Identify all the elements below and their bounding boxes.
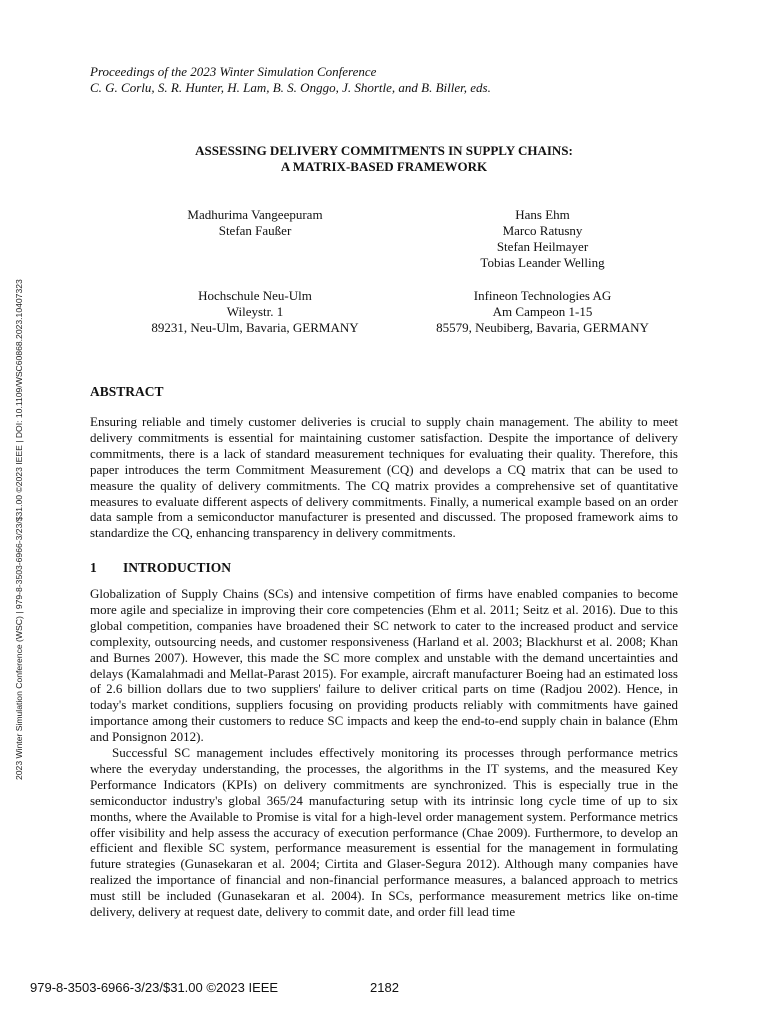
author-name: Tobias Leander Welling — [480, 255, 605, 270]
paper-title — [0, 143, 768, 175]
editors-line: C. G. Corlu, S. R. Hunter, H. Lam, B. S. Onggo, J. Shortle, and B. Biller, eds. — [90, 80, 491, 95]
author-name: Stefan Faußer — [218, 223, 292, 238]
introduction-heading — [90, 560, 231, 576]
author-name: Stefan Heilmayer — [496, 239, 589, 254]
affiliation-line: Am Campeon 1-15 — [492, 304, 593, 319]
author-name: Marco Ratusny — [502, 223, 583, 238]
introduction-paragraph-1: Globalization of Supply Chains (SCs) and intensive competition of firms have enabled companies to become more agile and specialize in improving their core competencies (Ehm et al. 2011; Seitz et al. 2016). Due to this global competition, companies have broadened their SC network to cater to the increased product and service complexity, outsourcing needs, and customer responsiveness (Harland et al. 2003; Blackhurst et al. 2008; Khan and Burnes 2007). However, this made the SC more complex and unstable with the demand uncertainties and delays (Kamalahmadi and Mellat-Parast 2015). For example, aircraft manufacturer Boeing had an estimated loss of 2.6 billion dollars due to two suppliers' failure to deliver critical parts on time (Radjou 2002). Hence, in today's market conditions, suppliers focusing on providing products reliably with commitments have gained importance among their customers to reduce SC impacts and keep the end-to-end supply chain in balance (Ehm and Ponsignon 2012). — [90, 586, 678, 745]
affiliation-line: Hochschule Neu-Ulm — [198, 288, 312, 303]
proceedings-title: Proceedings of the 2023 Winter Simulation Conference — [90, 64, 377, 79]
introduction-paragraph-2: Successful SC management includes effectively monitoring its processes through performance metrics where the everyday understanding, the processes, the algorithms in the IT systems, and the measured Key Performance Indicators (KPIs) on delivery commitments are synchronized. This is especially true in the semiconductor industry's global 365/24 manufacturing setup with its intrinsic long cycle time of up to six months, where the Available to Promise is vital for a high-level order management system. Performance metrics offer visibility and help assess the accuracy of execution performance (Chae 2009). Furthermore, to develop an efficient and flexible SC system, performance measurement is essential for the management in formulating future strategies (Gunasekaran et al. 2004; Cirtita and Glaser-Segura 2012). Although many companies have realized the importance of financial and non-financial performance measures, a balanced approach to metrics must still be included (Gunasekaran et al. 2004). In SCs, performance measurement metrics like on-time delivery, delivery at request date, delivery to commit date, and order fill lead time — [90, 745, 678, 920]
author-name: Madhurima Vangeepuram — [187, 207, 323, 222]
affiliation-line: 85579, Neubiberg, Bavaria, GERMANY — [436, 320, 649, 335]
abstract-text: Ensuring reliable and timely customer deliveries is crucial to supply chain management. The ability to meet delivery commitments is essential for maintaining customer satisfaction. Despite the importance of delivery commitments, there is a lack of standard measurement techniques for evaluating their quality. Therefore, this paper introduces the term Commitment Measurement (CQ) and develops a CQ matrix that can be used to measure the quality of delivery commitments. The CQ matrix provides a comprehensive set of quantitative measures to evaluate different aspects of delivery commitments. Finally, a numerical example based on an order data sample from a semiconductor manufacturer is presented and discussed. The proposed framework aims to standardize the CQ, enhancing transparency in delivery commitments. — [90, 414, 678, 541]
authors-right — [395, 207, 690, 271]
section-number: 1 — [90, 560, 97, 575]
page-number: 2182 — [370, 980, 399, 995]
affiliation-right — [395, 288, 690, 336]
affiliation-line: 89231, Neu-Ulm, Bavaria, GERMANY — [151, 320, 359, 335]
authors-left — [110, 207, 400, 239]
footer-copyright: 979-8-3503-6966-3/23/$31.00 ©2023 IEEE — [30, 980, 279, 995]
affiliation-left — [95, 288, 415, 336]
affiliation-line: Wileystr. 1 — [226, 304, 284, 319]
abstract-heading: ABSTRACT — [90, 384, 164, 399]
proceedings-header — [90, 64, 491, 96]
sidebar-doi-text: 2023 Winter Simulation Conference (WSC) | 979-8-3503-6966-3/23/$31.00 ©2023 IEEE | DOI: 10.1109/WSC60868.2023.10407323 — [14, 279, 24, 780]
author-name: Hans Ehm — [515, 207, 570, 222]
affiliation-line: Infineon Technologies AG — [473, 288, 612, 303]
section-title: INTRODUCTION — [123, 560, 232, 575]
title-line-1: ASSESSING DELIVERY COMMITMENTS IN SUPPLY CHAINS: — [195, 143, 573, 158]
title-line-2: A MATRIX-BASED FRAMEWORK — [280, 159, 488, 174]
